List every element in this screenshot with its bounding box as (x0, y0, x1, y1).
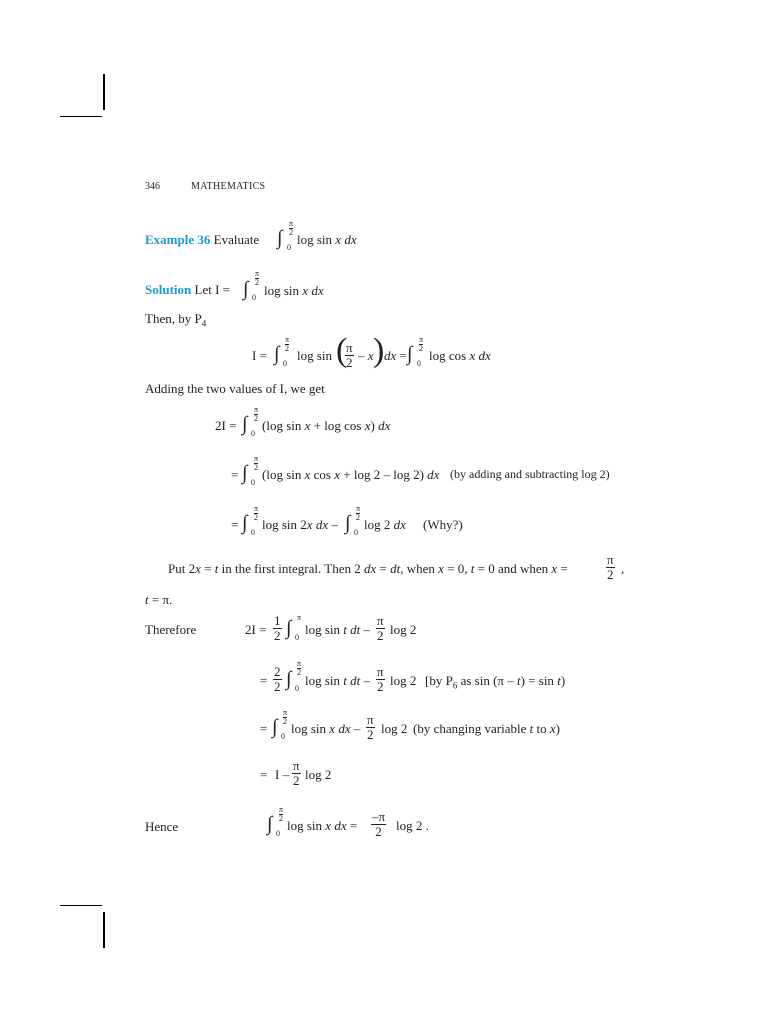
example-text: Evaluate (213, 232, 260, 247)
frac-pi-2: $\frac{\pi}{2}$ (377, 613, 384, 643)
integral-sign: ∫ (286, 668, 292, 690)
eq-log-2-dx: log 2 dx (364, 517, 406, 532)
then-label: Then, by P (145, 311, 202, 326)
upper-limit: π 2 (279, 805, 284, 823)
adding-text: Adding the two values of I, we get (145, 381, 325, 396)
lower-limit: 0 (276, 829, 280, 838)
eq-log-sin-t: log sin t dt – (305, 673, 371, 688)
page-number: 346 (145, 181, 160, 192)
lower-limit: 0 (283, 359, 287, 368)
solution-text: Let I = (194, 282, 230, 297)
crop-mark-bottom-vertical (103, 912, 105, 948)
lower-limit: 0 (251, 528, 255, 537)
crop-mark-top-horizontal (60, 116, 102, 117)
solution-label: Solution (145, 282, 192, 297)
paren-left: ( (336, 332, 348, 369)
eq-log-sin: log sin (297, 348, 333, 363)
eq-log-sin-t: log sin t dt – (305, 622, 371, 637)
upper-limit: π 2 (254, 454, 259, 472)
why-note: (Why?) (423, 517, 463, 532)
then-subscript: 4 (201, 318, 207, 329)
eq-dx-equals: dx = (384, 348, 407, 363)
integral-sign: ∫ (286, 617, 292, 639)
lower-limit: 0 (295, 684, 299, 693)
solution-integrand: log sin x dx (264, 283, 324, 298)
eq-log-2: log 2 (390, 673, 417, 688)
lower-limit: 0 (287, 243, 291, 252)
upper-limit-pi: π (297, 613, 302, 622)
eq-sum-logs: (log sin x + log cos x) dx (262, 418, 391, 433)
put-comma: , (621, 561, 625, 576)
paren-right: ) (373, 332, 385, 369)
lower-limit: 0 (295, 633, 299, 642)
eq-log-2: log 2 (390, 622, 417, 637)
eq-i-lhs: I = (252, 348, 267, 363)
lower-limit: 0 (417, 359, 421, 368)
upper-limit: π 2 (289, 219, 294, 237)
then-text (145, 312, 206, 329)
lower-limit: 0 (281, 732, 285, 741)
upper-limit: π 2 (255, 269, 260, 287)
frac-pi-2: $\frac{\pi}{2}$ (293, 758, 300, 788)
upper-limit: π 2 (285, 335, 290, 353)
integral-sign: ∫ (242, 413, 248, 435)
eq-log-sin-2x: log sin 2x dx – (262, 517, 338, 532)
note-adding-subtracting: (by adding and subtracting log 2) (450, 467, 610, 481)
eq-log-cos: log cos x dx (429, 348, 491, 363)
t-equals-pi: t = π. (145, 592, 173, 607)
integral-sign: ∫ (274, 343, 280, 365)
integral-sign: ∫ (242, 462, 248, 484)
eq-2i-lhs: 2I = (215, 418, 237, 433)
frac-pi-2: $\frac{\pi}{2}$ (346, 340, 353, 370)
lower-limit: 0 (251, 478, 255, 487)
lower-limit: 0 (251, 429, 255, 438)
upper-limit: π 2 (356, 504, 361, 522)
integral-sign: ∫ (267, 813, 273, 835)
crop-mark-top-vertical (103, 74, 105, 110)
frac-pi-2: $\frac{\pi}{2}$ (377, 664, 384, 694)
eq-equals: = (260, 721, 268, 736)
eq-log-2: log 2 (305, 767, 332, 782)
upper-limit: π 2 (297, 659, 302, 677)
therefore-label: Therefore (145, 622, 197, 637)
eq-final-log-2: log 2 . (396, 818, 429, 833)
frac-pi-2: $\frac{\pi}{2}$ (607, 552, 614, 582)
eq-log-sin-x: log sin x dx – (291, 721, 361, 736)
lower-limit: 0 (252, 293, 256, 302)
integral-sign: ∫ (272, 716, 278, 738)
integral-sign: ∫ (345, 512, 351, 534)
eq-final-integrand: log sin x dx = (287, 818, 358, 833)
eq-equals: = (260, 767, 268, 782)
eq-i-minus: I – (275, 767, 290, 782)
note-by-p6: [by $P_6$ as sin (π – t) = sin t) (425, 673, 566, 691)
note-changing-variable: (by changing variable t to x) (413, 721, 560, 736)
integral-sign: ∫ (407, 343, 413, 365)
integral-sign: ∫ (242, 512, 248, 534)
put-text: Put 2x = t in the first integral. Then 2 dx = dt, when x = 0, t = 0 and when x = (168, 561, 568, 576)
example-label: Example 36 (145, 232, 211, 247)
eq-equals: = (231, 517, 239, 532)
frac-pi-2: $\frac{\pi}{2}$ (367, 712, 374, 742)
upper-limit: π 2 (254, 405, 259, 423)
solution-heading (145, 283, 230, 296)
integral-sign: ∫ (243, 278, 249, 300)
eq-log-2: log 2 (381, 721, 408, 736)
eq-equals: = (231, 467, 239, 482)
hence-label: Hence (145, 819, 179, 834)
frac-neg-pi-2: $\frac{-\pi}{2}$ (372, 809, 386, 839)
upper-limit: π 2 (283, 708, 288, 726)
example-heading (145, 233, 259, 246)
example-integrand: log sin x dx (297, 232, 357, 247)
running-head: MATHEMATICS (191, 181, 266, 192)
lower-limit: 0 (354, 528, 358, 537)
frac-1-2: $\frac{1}{2}$ (274, 613, 281, 643)
upper-limit: π 2 (419, 335, 424, 353)
integral-sign: ∫ (277, 227, 283, 249)
eq-minus-x: – x (358, 348, 374, 363)
frac-2-2: $\frac{2}{2}$ (274, 664, 281, 694)
eq-log-product: (log sin x cos x + log 2 – log 2) dx (262, 467, 440, 482)
eq-equals: = (260, 673, 268, 688)
upper-limit: π 2 (254, 504, 259, 522)
eq-2i-lhs: 2I = (245, 622, 267, 637)
crop-mark-bottom-horizontal (60, 905, 102, 906)
